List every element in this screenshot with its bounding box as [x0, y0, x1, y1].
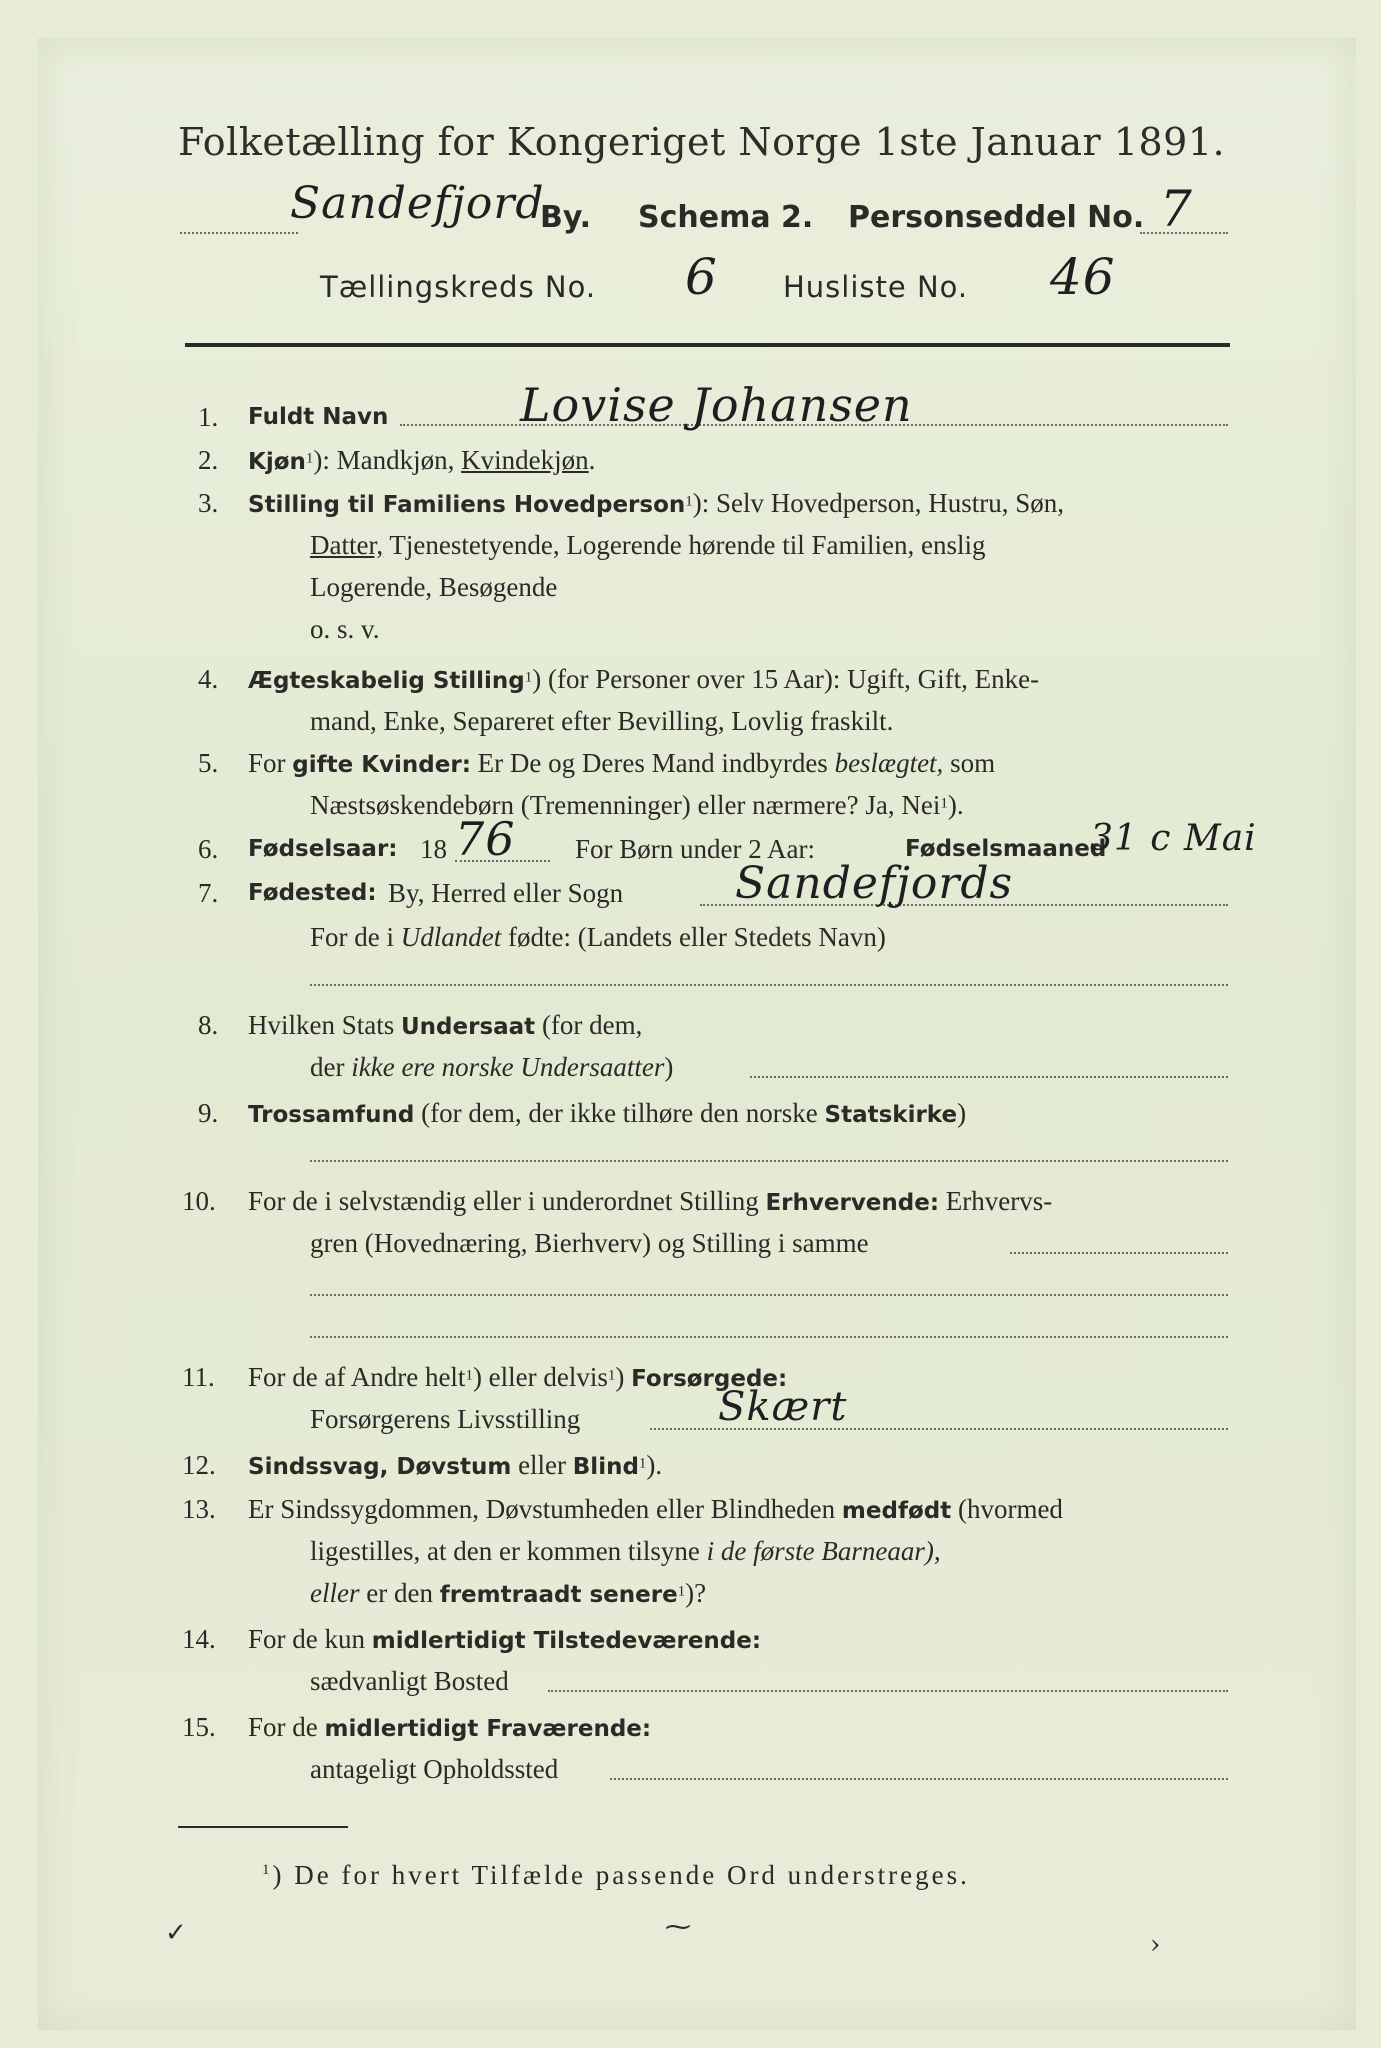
q11-line2: Forsørgerens Livsstilling: [310, 1404, 581, 1434]
q9-label: Trossamfund: [248, 1102, 415, 1128]
q1-number: 1.: [198, 402, 219, 432]
q15-text1a: For de: [248, 1712, 325, 1742]
q13-label2: fremtraadt senere: [439, 1582, 678, 1608]
q4-label: Ægteskabelig Stilling: [248, 668, 525, 694]
q14-number: 14.: [182, 1624, 216, 1654]
q5-label: gifte Kvinder:: [292, 752, 471, 778]
dotted-line: [310, 1294, 1228, 1296]
footnote-rule: [178, 1826, 348, 1828]
q3-label: Stilling til Familiens Hovedperson: [248, 492, 686, 518]
dotted-line: [455, 860, 550, 862]
footnote: [262, 1860, 970, 1891]
q12-label2: Blind: [572, 1454, 639, 1480]
q1-label: Fuldt Navn: [248, 404, 389, 430]
q11-label: Forsørgede:: [631, 1366, 788, 1392]
husliste-number: 46: [1050, 248, 1116, 306]
q15-number: 15.: [182, 1712, 216, 1742]
q6-month: 31 c Mai: [1090, 818, 1257, 859]
q4-line2: mand, Enke, Separeret efter Bevilling, Lovlig fraskilt.: [310, 706, 894, 736]
q7-text2c: fødte: (Landets eller Stedets Navn): [501, 922, 886, 952]
dotted-line: [610, 1778, 1228, 1780]
q8-text2c: ): [664, 1052, 674, 1082]
footnote-text: ) De for hvert Tilfælde passende Ord understreges.: [272, 1860, 970, 1890]
q10-label: Erhvervende:: [765, 1190, 940, 1216]
q5-text1: Er De og Deres Mand indbyrdes: [470, 748, 835, 778]
q6-label: Fødselsaar:: [248, 836, 398, 862]
q13-text1a: Er Sindssygdommen, Døvstumheden eller Blindheden: [248, 1494, 842, 1524]
q7-text2a: For de i: [310, 922, 401, 952]
schema-label: Schema 2.: [638, 200, 814, 235]
q13-eller: eller: [310, 1578, 360, 1608]
q10-text1a: For de i selvstændig eller i underordnet Stilling: [248, 1186, 766, 1216]
q5-line1: [248, 748, 995, 779]
q8-label: Undersaat: [401, 1014, 536, 1040]
by-handwritten: Sandefjord: [290, 178, 545, 229]
dotted-line: [180, 232, 298, 234]
pencil-mark: ⁓: [665, 1912, 691, 1942]
q6-prefix: 18: [420, 834, 447, 864]
q14-line2: sædvanligt Bosted: [310, 1666, 509, 1696]
q6-mid: For Børn under 2 Aar:: [575, 834, 815, 864]
q13-label: medfødt: [841, 1498, 952, 1524]
q3-line4: o. s. v.: [310, 614, 380, 644]
q13-number: 13.: [182, 1494, 216, 1524]
pencil-mark: ✓: [165, 1918, 187, 1948]
q13-line2: [310, 1536, 941, 1567]
q11-sup1: 1: [465, 1367, 473, 1384]
q3-number: 3.: [198, 488, 219, 518]
q10-number: 10.: [182, 1186, 216, 1216]
q2-label: Kjøn: [248, 449, 306, 475]
q11-text1c: ): [615, 1362, 632, 1392]
q7-label: Fødested:: [248, 880, 377, 906]
kreds-label: Tællingskreds No.: [320, 270, 597, 304]
q1-answer: Lovise Johansen: [520, 378, 913, 432]
q13-text3c: )?: [685, 1578, 707, 1608]
q14-line1: [248, 1624, 761, 1655]
q8-text1b: (for dem,: [535, 1010, 643, 1040]
q10-line1: [248, 1186, 1052, 1217]
q5-sup: 1: [940, 795, 948, 812]
q12-mid: eller: [511, 1450, 573, 1480]
q15-line1: [248, 1712, 651, 1743]
personseddel-label: Personseddel No.: [848, 200, 1145, 235]
q2-underlined: Kvindekjøn: [461, 445, 589, 475]
q5-end: ).: [947, 790, 964, 820]
q3-line1: [248, 488, 1064, 519]
census-form: [38, 38, 1356, 2030]
q4-number: 4.: [198, 664, 219, 694]
q12-line1: [248, 1450, 662, 1481]
dotted-line: [1010, 1252, 1228, 1254]
q2-line: [248, 445, 595, 476]
q10-text1b: Erhvervs-: [939, 1186, 1053, 1216]
q7-text: By, Herred eller Sogn: [388, 878, 624, 908]
q3-underlined: Datter,: [310, 530, 384, 560]
q3-line3: Logerende, Besøgende: [310, 572, 558, 602]
q3-line2: [310, 530, 985, 561]
q5-number: 5.: [198, 748, 219, 778]
q13-text1b: (hvormed: [951, 1494, 1063, 1524]
q4-text1: ) (for Personer over 15 Aar): Ugift, Gift, Enke-: [532, 664, 1040, 694]
q6-number: 6.: [198, 834, 219, 864]
q13-sup: 1: [677, 1583, 686, 1600]
kreds-number: 6: [685, 248, 718, 306]
q9-line1: [248, 1098, 966, 1129]
pencil-mark: ›: [1150, 1930, 1161, 1960]
dotted-line: [750, 1076, 1228, 1078]
husliste-label: Husliste No.: [783, 270, 969, 304]
personseddel-number: 7: [1160, 180, 1193, 238]
q13-line3: [310, 1578, 706, 1609]
q3-text1: ): Selv Hovedperson, Hustru, Søn,: [692, 488, 1064, 518]
q5-italic: beslægtet,: [834, 748, 944, 778]
q7-italic: Udlandet: [400, 922, 502, 952]
by-label: By.: [540, 200, 592, 235]
q7-number: 7.: [198, 878, 219, 908]
dotted-line: [310, 1160, 1228, 1162]
q12-sup: 1: [638, 1455, 647, 1472]
q2-number: 2.: [198, 445, 219, 475]
q10-line2: gren (Hovednæring, Bierhverv) og Stilling i samme: [310, 1228, 869, 1258]
q13-italic: i de første Barneaar),: [706, 1536, 941, 1566]
q4-line1: [248, 664, 1039, 695]
q8-italic: ikke ere norske Undersaatter: [351, 1052, 665, 1082]
q7-line2: [310, 922, 886, 953]
dotted-line: [310, 984, 1228, 986]
q8-number: 8.: [198, 1010, 219, 1040]
q2-sup: 1: [305, 450, 314, 467]
q4-sup: 1: [524, 669, 533, 686]
dotted-line: [548, 1690, 1228, 1692]
q3-text2: Tjenestetyende, Logerende hørende til Familien, enslig: [383, 530, 986, 560]
q9-label2: Statskirke: [824, 1102, 958, 1128]
q11-text1b: ) eller delvis: [472, 1362, 608, 1392]
q8-line2: [310, 1052, 673, 1083]
q5-line2: [310, 790, 964, 821]
q14-text1a: For de kun: [248, 1624, 372, 1654]
q5-pre: For: [248, 748, 293, 778]
q8-text1a: Hvilken Stats: [248, 1010, 401, 1040]
q15-line2: antageligt Opholdssted: [310, 1754, 559, 1784]
q11-text1a: For de af Andre helt: [248, 1362, 466, 1392]
q11-answer: Skært: [718, 1384, 848, 1430]
q5-text1c: som: [943, 748, 996, 778]
q6-year: 76: [455, 812, 516, 866]
dotted-line: [310, 1336, 1228, 1338]
q13-text3b: er den: [359, 1578, 440, 1608]
q15-label: midlertidigt Fraværende:: [324, 1716, 652, 1742]
q11-line1: [248, 1362, 787, 1393]
q9-end: ): [957, 1098, 967, 1128]
q6-label2: Fødselsmaaned: [905, 836, 1107, 862]
q7-answer: Sandefjords: [735, 858, 1014, 909]
q13-text2a: ligestilles, at den er kommen tilsyne: [310, 1536, 707, 1566]
q3-sup: 1: [685, 493, 693, 510]
q13-line1: [248, 1494, 1063, 1525]
footnote-sup: 1: [262, 1862, 273, 1878]
form-title: Folketælling for Kongeriget Norge 1ste Januar 1891.: [178, 120, 1226, 164]
q12-label1: Sindssvag, Døvstum: [248, 1454, 512, 1480]
q2-end: .: [588, 445, 596, 475]
q2-text: ): Mandkjøn,: [313, 445, 462, 475]
q11-number: 11.: [182, 1362, 215, 1392]
q5-text2: Næstsøskendebørn (Tremenninger) eller nærmere? Ja, Nei: [310, 790, 941, 820]
q12-number: 12.: [182, 1450, 216, 1480]
q8-text2a: der: [310, 1052, 352, 1082]
q9-text: (for dem, der ikke tilhøre den norske: [414, 1098, 825, 1128]
header-rule: [185, 343, 1230, 347]
q11-sup2: 1: [607, 1367, 616, 1384]
q14-label: midlertidigt Tilstedeværende:: [371, 1628, 762, 1654]
q9-number: 9.: [198, 1098, 219, 1128]
q12-end: ).: [646, 1450, 663, 1480]
q8-line1: [248, 1010, 642, 1041]
